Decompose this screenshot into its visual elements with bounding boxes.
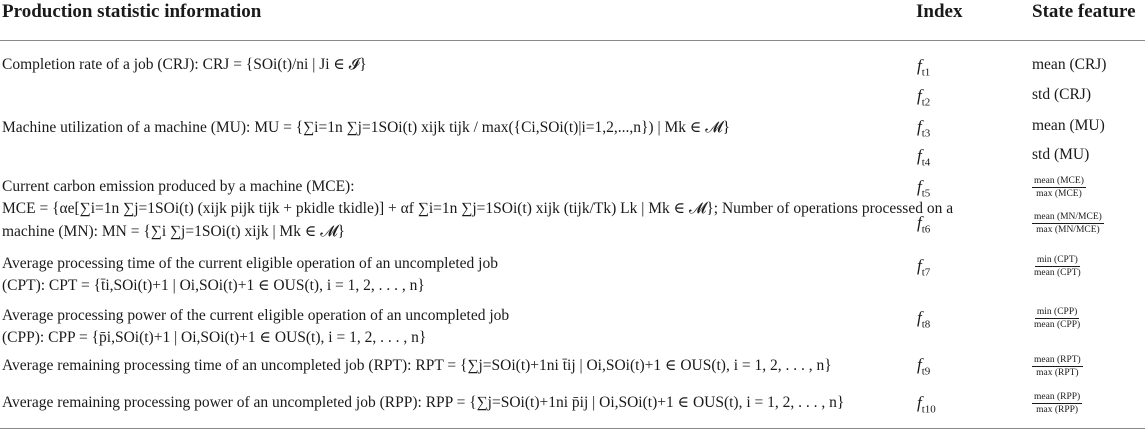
row-rpt-description: Average remaining processing time of an uncompleted job (RPT): RPT = {∑j=SOi(t)+1ni t̄ij | Oi,SOi(t)+1 ∈ OUS(t), i = 1, 2, . . . , n} xyxy=(2,357,832,374)
feature-rpt-ratio: $\frac{\text{mean (RPT)}}{\text{max (RPT)}}$ xyxy=(1034,355,1081,378)
row-cpt-description-1: Average processing time of the current eligible operation of an uncompleted job xyxy=(2,255,498,272)
row-mce-description-2: MCE = {αe[∑i=1n ∑j=1SOi(t) (xijk pijk tijk + pkidle tkidle)] + αf ∑i=1n ∑j=1SOi(t) xijk (tijk/Tk) Lk | Mk ∈ 𝓜}; Number of operations processed on a xyxy=(2,200,954,217)
row-rpp-description: Average remaining processing power of an uncompleted job (RPP): RPP = {∑j=SOi(t)+1ni p̄ij | Oi,SOi(t)+1 ∈ OUS(t), i = 1, 2, . . . , n} xyxy=(2,394,845,411)
table-bottom-rule xyxy=(0,428,1145,429)
index-f-t1: $f_{t1}$ xyxy=(917,56,931,79)
row-cpp-description-1: Average processing power of the current eligible operation of an uncompleted job xyxy=(2,307,510,324)
feature-mean-crj: mean (CRJ) xyxy=(1032,56,1107,73)
feature-mean-mu: mean (MU) xyxy=(1032,117,1105,134)
feature-cpp-ratio: $\frac{\text{min (CPP)}}{\text{mean (CPP)}}$ xyxy=(1034,307,1081,330)
index-f-t7: $f_{t7}$ xyxy=(917,256,931,279)
header-state-feature: State feature xyxy=(1032,1,1136,22)
row-cpt-description-2: (CPT): CPT = {t̄i,SOi(t)+1 | Oi,SOi(t)+1 ∈ OUS(t), i = 1, 2, . . . , n} xyxy=(2,277,425,294)
feature-rpp-ratio: $\frac{\text{mean (RPP)}}{\text{max (RPP)}}$ xyxy=(1034,392,1081,415)
row-crj-description: Completion rate of a job (CRJ): CRJ = {SOi(t)/ni | Ji ∈ 𝓘} xyxy=(2,56,367,73)
index-f-t10: $f_{t10}$ xyxy=(917,393,936,416)
header-index: Index xyxy=(916,1,963,22)
feature-mn-mce-ratio: $\frac{\text{mean (MN/MCE)}}{\text{max (MN/MCE)}}$ xyxy=(1034,212,1102,235)
index-f-t5: $f_{t5}$ xyxy=(917,177,931,200)
feature-std-mu: std (MU) xyxy=(1032,146,1090,163)
index-f-t2: $f_{t2}$ xyxy=(917,86,931,109)
row-mce-description-3: machine (MN): MN = {∑i ∑j=1SOi(t) xijk | Mk ∈ 𝓜} xyxy=(2,223,345,240)
feature-std-crj: std (CRJ) xyxy=(1032,86,1091,103)
index-f-t4: $f_{t4}$ xyxy=(917,146,931,169)
index-f-t8: $f_{t8}$ xyxy=(917,308,931,331)
header-info: Production statistic information xyxy=(2,1,262,22)
row-cpp-description-2: (CPP): CPP = {p̄i,SOi(t)+1 | Oi,SOi(t)+1 ∈ OUS(t), i = 1, 2, . . . , n} xyxy=(2,329,427,346)
feature-cpt-ratio: $\frac{\text{min (CPT)}}{\text{mean (CPT)}}$ xyxy=(1034,255,1081,278)
index-f-t6: $f_{t6}$ xyxy=(917,213,931,236)
table-header xyxy=(0,0,1145,41)
row-mce-description-1: Current carbon emission produced by a machine (MCE): xyxy=(2,178,355,195)
feature-mce-ratio: $\frac{\text{mean (MCE)}}{\text{max (MCE)}}$ xyxy=(1034,176,1084,199)
index-f-t9: $f_{t9}$ xyxy=(917,355,931,378)
index-f-t3: $f_{t3}$ xyxy=(917,117,931,140)
row-mu-description: Machine utilization of a machine (MU): MU = {∑i=1n ∑j=1SOi(t) xijk tijk / max({Ci,SOi(t)|i=1,2,...,n}) | Mk ∈ 𝓜} xyxy=(2,119,731,136)
